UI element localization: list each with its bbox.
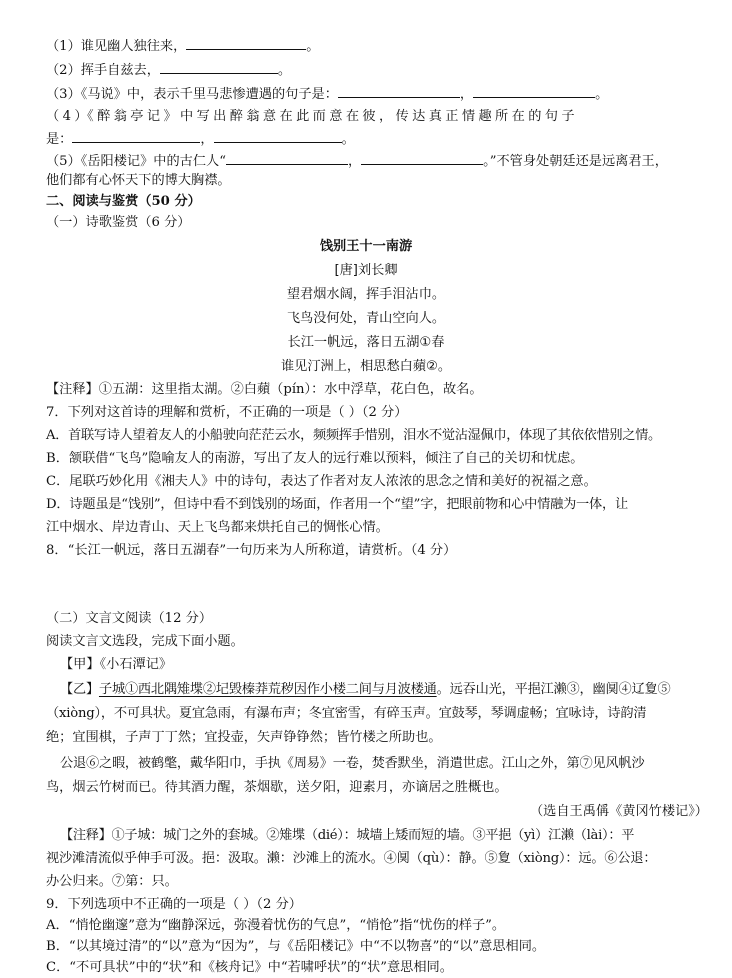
passage-yi-line2: （xiòng），不可具状。夏宜急雨，有瀑布声；冬宜密雪，有碎玉声。宜鼓琴，琴调虚畅；宜咏诗，诗韵清 (46, 706, 647, 721)
answer-blank[interactable] (361, 151, 483, 165)
passage-yi-line5: 鸟，烟云竹树而已。待其酒力醒，茶烟歇，送夕阳，迎素月，亦谪居之胜概也。 (46, 780, 508, 795)
poem-author: [唐]刘长卿 (334, 263, 398, 278)
answer-blank[interactable] (338, 84, 460, 98)
fill-q5-sep: ， (347, 154, 362, 169)
passage-yi-label: 【乙】 (60, 682, 99, 697)
poetry-heading: （一）诗歌鉴赏（6 分） (46, 215, 191, 230)
answer-blank[interactable] (214, 129, 342, 143)
q7-option-d: D．诗题虽是“饯别”，但诗中看不到饯别的场面，作者用一个“望”字，把眼前物和心中情融为一体，让 (46, 497, 629, 512)
fill-q4-line2 (46, 129, 355, 149)
poem-line: 长江一帆远，落日五湖①春 (287, 335, 445, 350)
section2-title: 二、阅读与鉴赏（50 分） (46, 194, 201, 209)
poem-line: 谁见汀洲上，相思愁白蘋②。 (280, 359, 452, 374)
fill-q3-text: （3）《马说》中，表示千里马悲惨遭遇的句子是： (46, 87, 338, 102)
q7-option-d-cont: 江中烟水、岸边青山、天上飞鸟都来烘托自己的惆怅心情。 (46, 520, 389, 535)
q7-option-a: A．首联写诗人望着友人的小船驶向茫茫云水，频频挥手惜别，泪水不觉沾湿佩巾，体现了其依依惜别之情。 (46, 428, 661, 443)
classical-heading: （二）文言文阅读（12 分） (46, 611, 213, 626)
passage-note-line2: 视沙滩清流似乎伸手可汲。挹：汲取。濑：沙滩上的流水。④阒（qù）：静。⑤夐（xiòng）：远。⑥公退： (46, 851, 657, 866)
answer-blank[interactable] (473, 84, 595, 98)
fill-q3 (46, 84, 608, 104)
passage-yi-line4: 公退⑥之暇，被鹤氅，戴华阳巾，手执《周易》一卷，焚香默坐，消遣世虑。江山之外，第⑦见风帆沙 (60, 756, 645, 771)
passage-jia: 【甲】《小石潭记》 (60, 657, 173, 672)
passage-yi-rest: 。远吞山光，平挹江濑③，幽阒④辽夐⑤ (436, 682, 671, 697)
passage-yi-line3: 绝；宜围棋，子声丁丁然；宜投壶，矢声铮铮然；皆竹楼之所助也。 (46, 730, 442, 745)
passage-note-line1: 【注释】①子城：城门之外的套城。②雉堞（dié）：城墙上矮而短的墙。③平挹（yì）江濑（lài）：平 (60, 828, 635, 843)
passage-source: （选自王禹偁《黄冈竹楼记》） (529, 804, 708, 819)
passage-note-line3: 办公归来。⑦第：只。 (46, 874, 178, 889)
answer-blank[interactable] (226, 151, 348, 165)
fill-q5-line2: 他们都有心怀天下的博大胸襟。 (46, 173, 231, 188)
q7-stem: 7．下列对这首诗的理解和赏析，不正确的一项是（ ）（2 分） (46, 405, 408, 420)
fill-q2 (46, 60, 291, 80)
underlined-sentence: 子城①西北隅雉堞②圮毁榛莽荒秽因作小楼二间与月波楼通 (98, 682, 437, 697)
poem-line: 飞鸟没何处，青山空向人。 (286, 311, 446, 326)
q9-option-c: C．“不可具状”中的“状”和《核舟记》中“若啸呼状”的“状”意思相同。 (46, 960, 453, 975)
fill-q4-line1: （ 4 ）《 醉 翁 亭 记 》 中 写 出 醉 翁 意 在 此 而 意 在 彼 ， 传 达 真 正 情 趣 所 在 的 句 子 (46, 109, 575, 124)
fill-q3-sep: ， (459, 87, 474, 102)
q9-stem: 9．下列选项中不正确的一项是（ ）（2 分） (46, 897, 302, 912)
fill-q5-text: （5）《岳阳楼记》中的古仁人“ (46, 154, 226, 169)
q9-option-a: A．“悄怆幽邃”意为“幽静深远，弥漫着忧伤的气息”，“悄怆”指“忧伤的样子”。 (46, 918, 506, 933)
fill-q1-end: 。 (306, 39, 320, 54)
poem-title: 饯别王十一南游 (319, 239, 413, 254)
fill-q1-text: （1）谁见幽人独往来， (46, 39, 187, 54)
answer-blank[interactable] (186, 36, 306, 50)
classical-instruction: 阅读文言文选段，完成下面小题。 (46, 634, 244, 649)
poem-line: 望君烟水阔，挥手泪沾巾。 (286, 287, 446, 302)
fill-q3-end: 。 (595, 87, 609, 102)
fill-q5-end: 。”不管身处朝廷还是远离君王， (483, 154, 668, 169)
q8-stem: 8．“长江一帆远，落日五湖春”一句历来为人所称道，请赏析。（4 分） (46, 543, 457, 558)
q7-option-b: B．颔联借“飞鸟”隐喻友人的南游，写出了友人的远行难以预料，倾注了自己的关切和忧虑。 (46, 451, 584, 466)
poem-note: 【注释】①五湖：这里指太湖。②白蘋（pín）：水中浮草，花白色，故名。 (46, 382, 483, 397)
fill-q2-text: （2）挥手自兹去， (46, 63, 160, 78)
fill-q1 (46, 36, 319, 56)
fill-q2-end: 。 (277, 63, 292, 78)
q7-option-c: C．尾联巧妙化用《湘夫人》中的诗句，表达了作者对友人浓浓的思念之情和美好的祝福之意。 (46, 474, 597, 489)
answer-blank[interactable] (72, 129, 200, 143)
fill-q4-sep: ， (200, 132, 214, 147)
fill-q5 (46, 151, 668, 171)
answer-blank[interactable] (160, 60, 278, 74)
fill-q4-prefix: 是： (46, 132, 73, 147)
q9-option-b: B．“以其境过清”的“以”意为“因为”，与《岳阳楼记》中“不以物喜”的“以”意思相同。 (46, 939, 546, 954)
passage-yi-line1 (60, 681, 670, 699)
fill-q4-end: 。 (341, 132, 355, 147)
